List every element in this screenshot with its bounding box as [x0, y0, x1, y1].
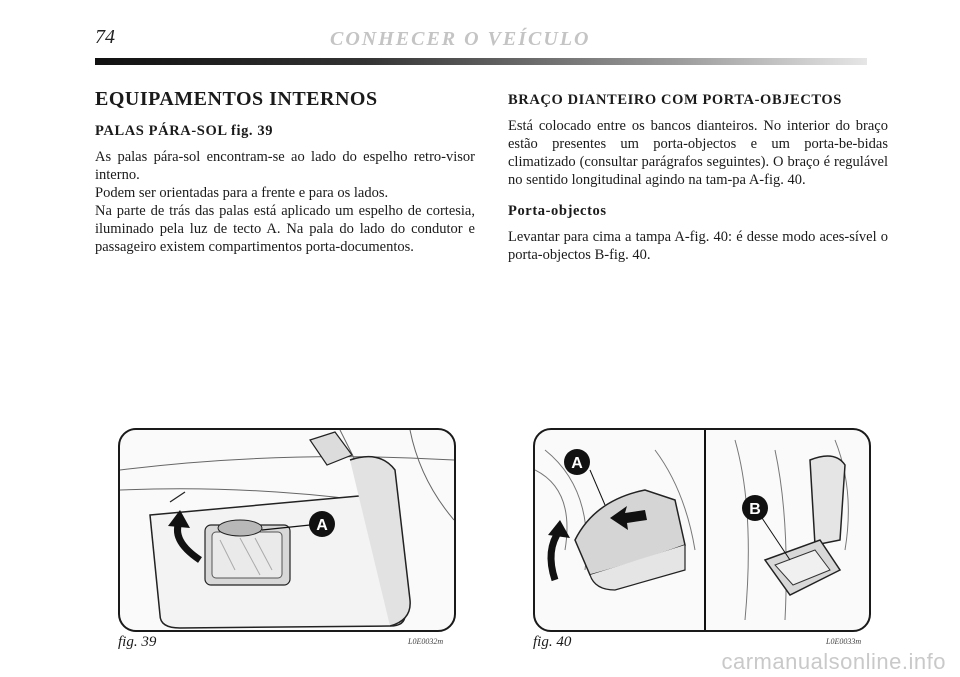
figure-40-code: L0E0033m [826, 637, 862, 646]
sun-visor-heading: PALAS PÁRA-SOL fig. 39 [95, 123, 274, 139]
page-number: 74 [95, 26, 115, 48]
callout-b-label: B [749, 501, 761, 518]
watermark: carmanualsonline.info [721, 649, 946, 674]
right-column [508, 88, 888, 264]
figure-39-caption: fig. 39 [118, 634, 157, 650]
header-rule [95, 58, 867, 65]
figure-39-code: L0E0032m [408, 637, 444, 646]
figure-39-illustration [118, 428, 456, 632]
main-heading: EQUIPAMENTOS INTERNOS [95, 88, 378, 110]
armrest-paragraph: Está colocado entre os bancos dianteiros. No interior do braço estão presentes um porta-objectos e um porta-be-bidas climatizado (consultar parágrafos seguintes). O braço é regulável no sentido longitudinal agindo na tam-pa A-fig. 40. [508, 118, 888, 188]
storage-heading: Porta-objectos [508, 203, 607, 219]
section-title: CONHECER O VEÍCULO [330, 28, 591, 50]
armrest-drawing [535, 430, 869, 630]
sun-visor-drawing [120, 430, 454, 630]
figure-40-illustration [533, 428, 871, 632]
sun-visor-paragraph-3: Na parte de trás das palas está aplicado um espelho de cortesia, iluminado pela luz de tecto A. Na pala do lado do condutor e passageiro existem compartimentos porta-documentos. [95, 203, 475, 255]
armrest-heading: BRAÇO DIANTEIRO COM PORTA-OBJECTOS [508, 92, 842, 108]
callout-a-label: A [571, 455, 583, 472]
figure-40-caption: fig. 40 [533, 634, 572, 650]
callout-a-label: A [316, 517, 328, 534]
sun-visor-paragraph-1: As palas pára-sol encontram-se ao lado do espelho retro-visor interno. [95, 149, 475, 183]
left-column [95, 88, 475, 256]
storage-paragraph: Levantar para cima a tampa A-fig. 40: é desse modo aces-sível o porta-objectos B-fig. 40. [508, 229, 888, 263]
sun-visor-paragraph-2: Podem ser orientadas para a frente e para os lados. [95, 185, 389, 201]
